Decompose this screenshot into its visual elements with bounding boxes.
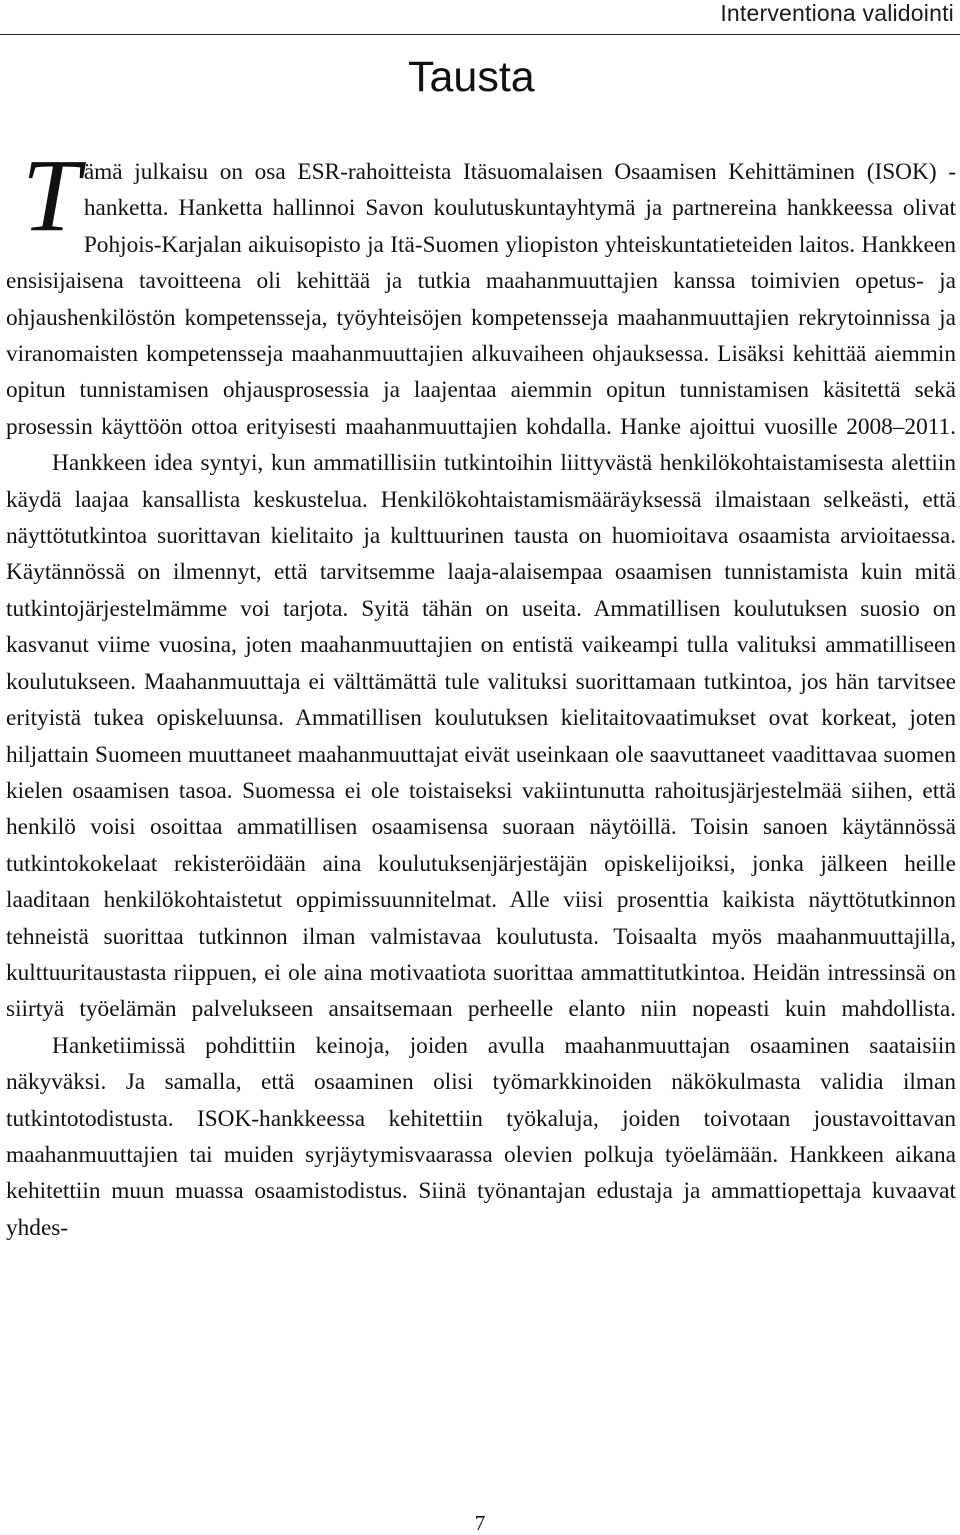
running-header: Interventiona validointi	[720, 0, 954, 26]
paragraph-1	[6, 138, 956, 445]
section-title: Tausta	[408, 53, 535, 101]
article-body	[6, 138, 956, 1246]
drop-cap: T	[22, 138, 80, 253]
paragraph-2: Hankkeen idea syntyi, kun ammatillisiin tutkintoihin liittyvästä henkilökohtaistamisesta alettiin käydä laajaa kansallista keskustelua. Henkilökohtaistamismääräyksessä ilmaistaan selkeästi, että näyttötutkintoa suorittavan kielitaito ja kulttuurinen tausta on huomioitava osaamista arvioitaessa. Käytännössä on ilmennyt, että tarvitsemme laaja-alaisempaa osaamisen tunnistamista kuin mitä tutkintojärjestelmämme voi tarjota. Syitä tähän on useita. Ammatillisen koulutuksen suosio on kasvanut viime vuosina, joten maahanmuuttajien on entistä vaikeampi tulla valituksi ammatilliseen koulutukseen. Maahanmuuttaja ei välttämättä tule valituksi suorittamaan tutkintoa, jos hän tarvitsee erityistä tukea opiskeluunsa. Ammatillisen koulutuksen kielitaitovaatimukset ovat korkeat, joten hiljattain Suomeen muuttaneet maahanmuuttajat eivät useinkaan ole saavuttaneet vaadittavaa suomen kielen osaamisen tasoa. Suomessa ei ole toistaiseksi vakiintunutta rahoitusjärjestelmää siihen, että henkilö voisi osoittaa ammatillisen osaamisensa suoraan näytöillä. Toisin sanoen käytännössä tutkintokokelaat rekisteröidään aina koulutuksenjärjestäjän opiskelijoiksi, jonka jälkeen heille laaditaan henkilökohtaistetut oppimissuunnitelmat. Alle viisi prosenttia kaikista näyttötutkinnon tehneistä suorittaa tutkinnon ilman valmistavaa koulutusta. Toisaalta myös maahanmuuttajilla, kulttuuritaustasta riippuen, ei ole aina motivaatiota suorittaa ammattitutkintoa. Heidän intressinsä on siirtyä työelämän palvelukseen ansaitsemaan perheelle elanto niin nopeasti kuin mahdollista.	[6, 450, 956, 1023]
header-rule	[0, 34, 960, 35]
page-number: 7	[474, 1511, 486, 1535]
paragraph-1-text: ämä julkaisu on osa ESR-rahoitteista Itäsuomalaisen Osaamisen Kehittäminen (ISOK) -hanketta. Hanketta hallinnoi Savon koulutuskuntayhtymä ja partnereina hankkeessa olivat Pohjois-Karjalan aikuisopisto ja Itä-Suomen yliopiston yhteiskuntatieteiden laitos. Hankkeen ensisijaisena tavoitteena oli kehittää ja tutkia maahanmuuttajien kanssa toimivien opetus- ja ohjaushenkilöstön kompetensseja, työyhteisöjen kompetensseja maahanmuuttajien rekrytoinnissa ja viranomaisten kompetensseja maahanmuuttajien alkuvaiheen ohjauksessa. Lisäksi kehittää aiemmin opitun tunnistamisen ohjausprosessia ja laajentaa aiemmin opitun tunnistamisen käsitettä sekä prosessin käyttöön ottoa erityisesti maahanmuuttajien kohdalla. Hanke ajoittui vuosille 2008–2011.	[6, 159, 956, 440]
paragraph-3: Hanketiimissä pohdittiin keinoja, joiden avulla maahanmuuttajan osaaminen saataisiin näkyväksi. Ja samalla, että osaaminen olisi työmarkkinoiden näkökulmasta validia ilman tutkintotodistusta. ISOK-hankkeessa kehitettiin työkaluja, joiden toivotaan joustavoittavan maahanmuuttajien tai muiden syrjäytymisvaarassa olevien polkuja työelämään. Hankkeen aikana kehitettiin muun muassa osaamistodistus. Siinä työnantajan edustaja ja ammattiopettaja kuvaavat yhdes-	[6, 1032, 956, 1241]
